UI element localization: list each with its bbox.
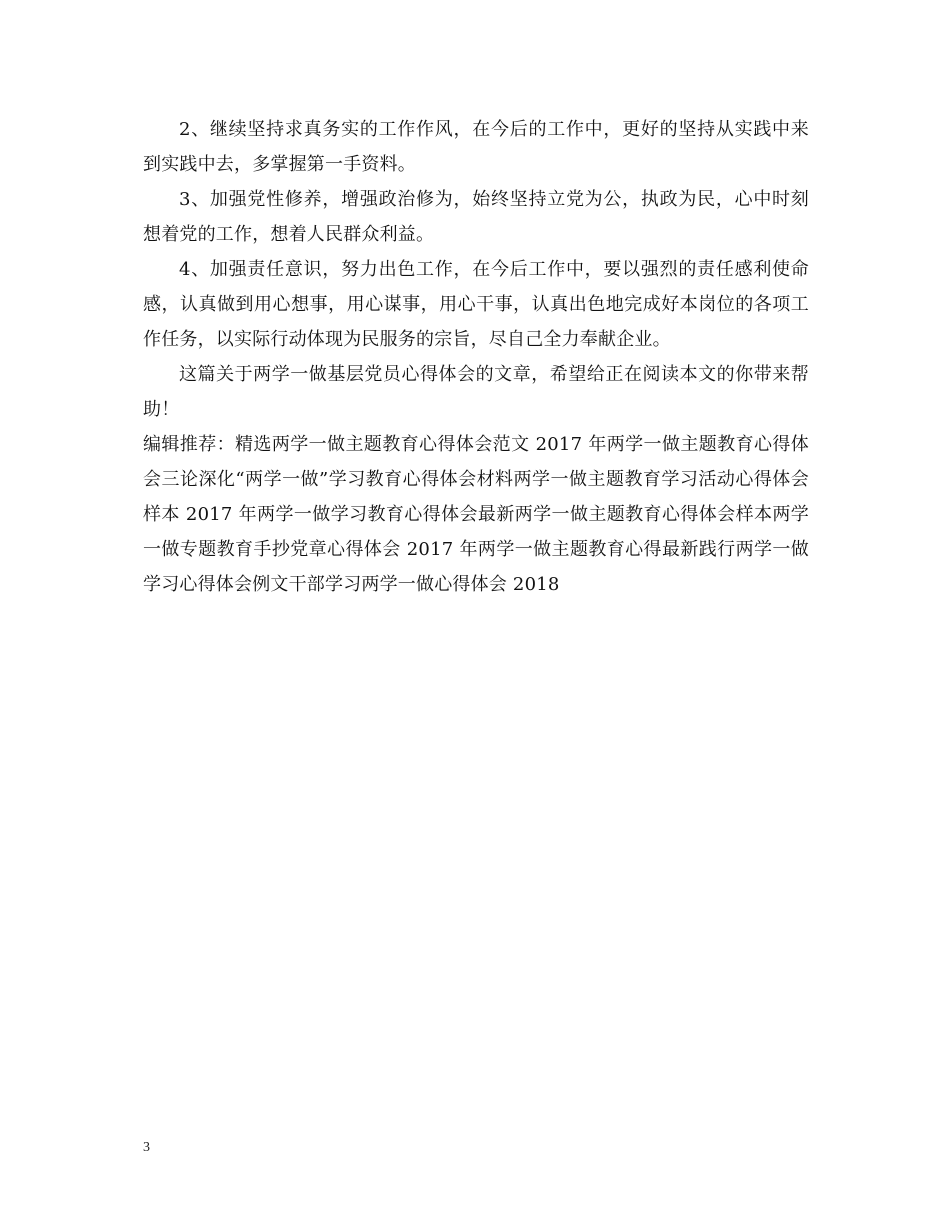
document-body [143,112,809,602]
page-number: 3 [143,1140,150,1155]
closing-paragraph: 这篇关于两学一做基层党员心得体会的文章，希望给正在阅读本文的你带来帮助！ [143,364,809,420]
paragraph-item-3: 3、加强党性修养，增强政治修为，始终坚持立党为公，执政为民，心中时刻想着党的工作，想着人民群众利益。 [143,189,809,245]
editor-recommendation: 编辑推荐：精选两学一做主题教育心得体会范文 2017 年两学一做主题教育心得体会三论深化“两学一做”学习教育心得体会材料两学一做主题教育学习活动心得体会样本 2017 年两学一做学习教育心得体会最新两学一做主题教育心得体会样本两学一做专题教育手抄党章心得体会 2017 年两学一做主题教育心得最新践行两学一做学习心得体会例文干部学习两学一做心得体会 2018 [143,434,809,595]
paragraph-item-2: 2、继续坚持求真务实的工作作风，在今后的工作中，更好的坚持从实践中来到实践中去，多掌握第一手资料。 [143,119,809,175]
paragraph-item-4: 4、加强责任意识，努力出色工作，在今后工作中，要以强烈的责任感利使命感，认真做到用心想事，用心谋事，用心干事，认真出色地完成好本岗位的各项工作任务，以实际行动体现为民服务的宗旨，尽自己全力奉献企业。 [143,259,809,350]
